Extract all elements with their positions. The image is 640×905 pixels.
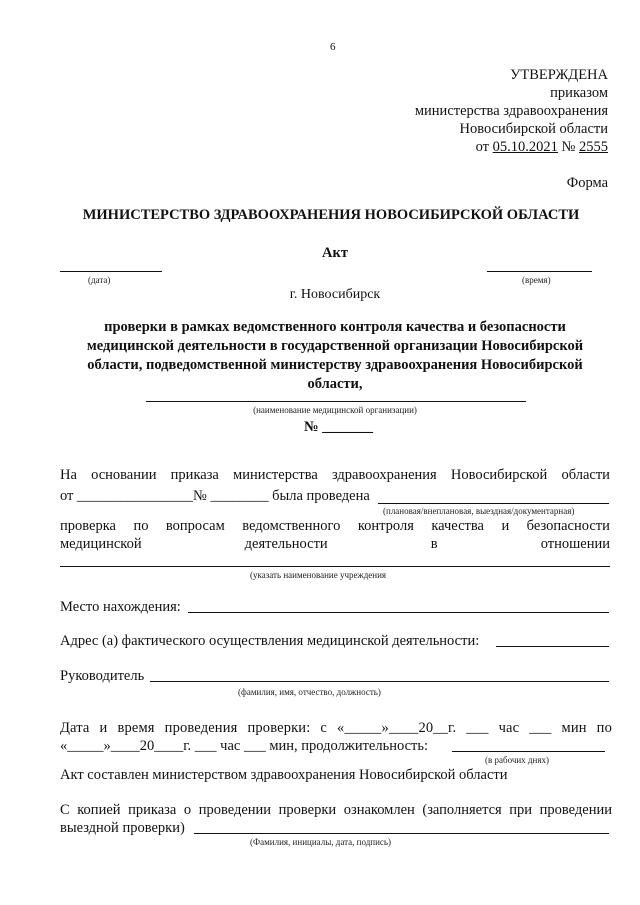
institution-hint: (указать наименование учреждения <box>250 570 387 580</box>
word: проверка <box>60 518 116 534</box>
approved-ministry: министерства здравоохранения <box>414 103 608 119</box>
basis-number-blank[interactable]: ________ <box>210 488 269 504</box>
duration-hint: (в рабочих днях) <box>485 755 549 765</box>
form-label: Форма <box>566 175 608 191</box>
approval-block <box>348 66 608 156</box>
familiar-line-1: С копией приказа о проведении проверки ознакомлен (заполняется при проведении <box>60 802 612 818</box>
date-hint: (дата) <box>88 275 111 285</box>
datetime-line-1: Дата и время проведения проверки: с «_____»____20__г. ___ час ___ мин по <box>60 720 612 736</box>
word: качества <box>431 518 484 534</box>
word: Новосибирской <box>450 467 548 483</box>
institution-line[interactable] <box>60 566 610 567</box>
basis-from: от <box>60 488 74 504</box>
word: здравоохранения <box>331 467 437 483</box>
compiled-by: Акт составлен министерством здравоохранения Новосибирской области <box>60 767 508 783</box>
word: приказа <box>170 467 219 483</box>
basis-line-2 <box>60 487 370 505</box>
act-number-sign: № <box>304 419 319 435</box>
signature-hint: (Фамилия, инициалы, дата, подпись) <box>250 837 391 847</box>
word: ведомственного <box>242 518 341 534</box>
word: основании <box>91 467 157 483</box>
address-line[interactable] <box>496 646 609 647</box>
word: отношении <box>540 536 610 552</box>
act-subject-line: области, <box>307 376 363 392</box>
signature-line[interactable] <box>194 833 609 834</box>
basis-line-1 <box>60 466 610 484</box>
word: министерства <box>233 467 318 483</box>
approved-date-prefix: от <box>475 139 490 155</box>
word: вопросам <box>165 518 225 534</box>
word: в <box>430 536 438 552</box>
check-line-1 <box>60 517 610 535</box>
approved-by: приказом <box>550 85 608 101</box>
approved-region: Новосибирской области <box>459 121 608 137</box>
check-type-hint: (плановая/внеплановая, выездная/документарная) <box>383 506 575 516</box>
address-label: Адрес (а) фактического осуществления медицинской деятельности: <box>60 633 480 649</box>
act-number-label <box>304 418 373 436</box>
org-hint: (наименование медицинской организации) <box>253 405 417 415</box>
act-subject <box>0 318 640 394</box>
time-hint: (время) <box>522 275 551 285</box>
act-subject-line: проверки в рамках ведомственного контроля качества и безопасности <box>104 319 566 335</box>
word: медицинской <box>60 536 142 552</box>
approved-number-sign: № <box>561 139 576 155</box>
date-line[interactable] <box>60 271 162 272</box>
page-number: 6 <box>330 41 336 53</box>
word: На <box>60 467 77 483</box>
head-hint: (фамилия, имя, отчество, должность) <box>238 687 381 697</box>
check-type-line[interactable] <box>378 503 609 504</box>
familiar-line-2: выездной проверки) <box>60 820 185 836</box>
head-label: Руководитель <box>60 668 145 684</box>
location-line[interactable] <box>188 612 609 613</box>
act-subject-line: медицинской деятельности в государственной организации Новосибирской <box>86 338 584 354</box>
ministry-title: МИНИСТЕРСТВО ЗДРАВООХРАНЕНИЯ НОВОСИБИРСКОЙ ОБЛАСТИ <box>82 207 580 223</box>
basis-date-blank[interactable]: ________________ <box>77 488 194 504</box>
word: по <box>133 518 149 534</box>
city: г. Новосибирск <box>289 287 381 302</box>
approved-title: УТВЕРЖДЕНА <box>510 67 608 83</box>
basis-number-sign: № <box>193 488 207 504</box>
word: и <box>501 518 510 534</box>
act-number-blank: _______ <box>322 419 373 435</box>
approved-date-line <box>348 138 608 156</box>
datetime-line-2: «_____»____20____г. ___ час ___ мин, продолжительность: <box>60 738 428 754</box>
location-label: Место нахождения: <box>60 599 181 615</box>
word: безопасности <box>526 518 610 534</box>
approved-number: 2555 <box>579 139 608 155</box>
org-name-line[interactable] <box>146 401 526 402</box>
basis-was-conducted: была проведена <box>272 488 370 504</box>
approved-date: 05.10.2021 <box>492 139 558 155</box>
act-title: Акт <box>322 245 348 261</box>
head-line[interactable] <box>150 681 609 682</box>
check-line-2 <box>60 535 610 553</box>
word: деятельности <box>244 536 328 552</box>
act-subject-line: области, подведомственной министерству здравоохранения Новосибирской <box>87 357 583 373</box>
time-line[interactable] <box>487 271 592 272</box>
word: контроля <box>357 518 414 534</box>
duration-line[interactable] <box>452 751 605 752</box>
word: области <box>561 467 610 483</box>
